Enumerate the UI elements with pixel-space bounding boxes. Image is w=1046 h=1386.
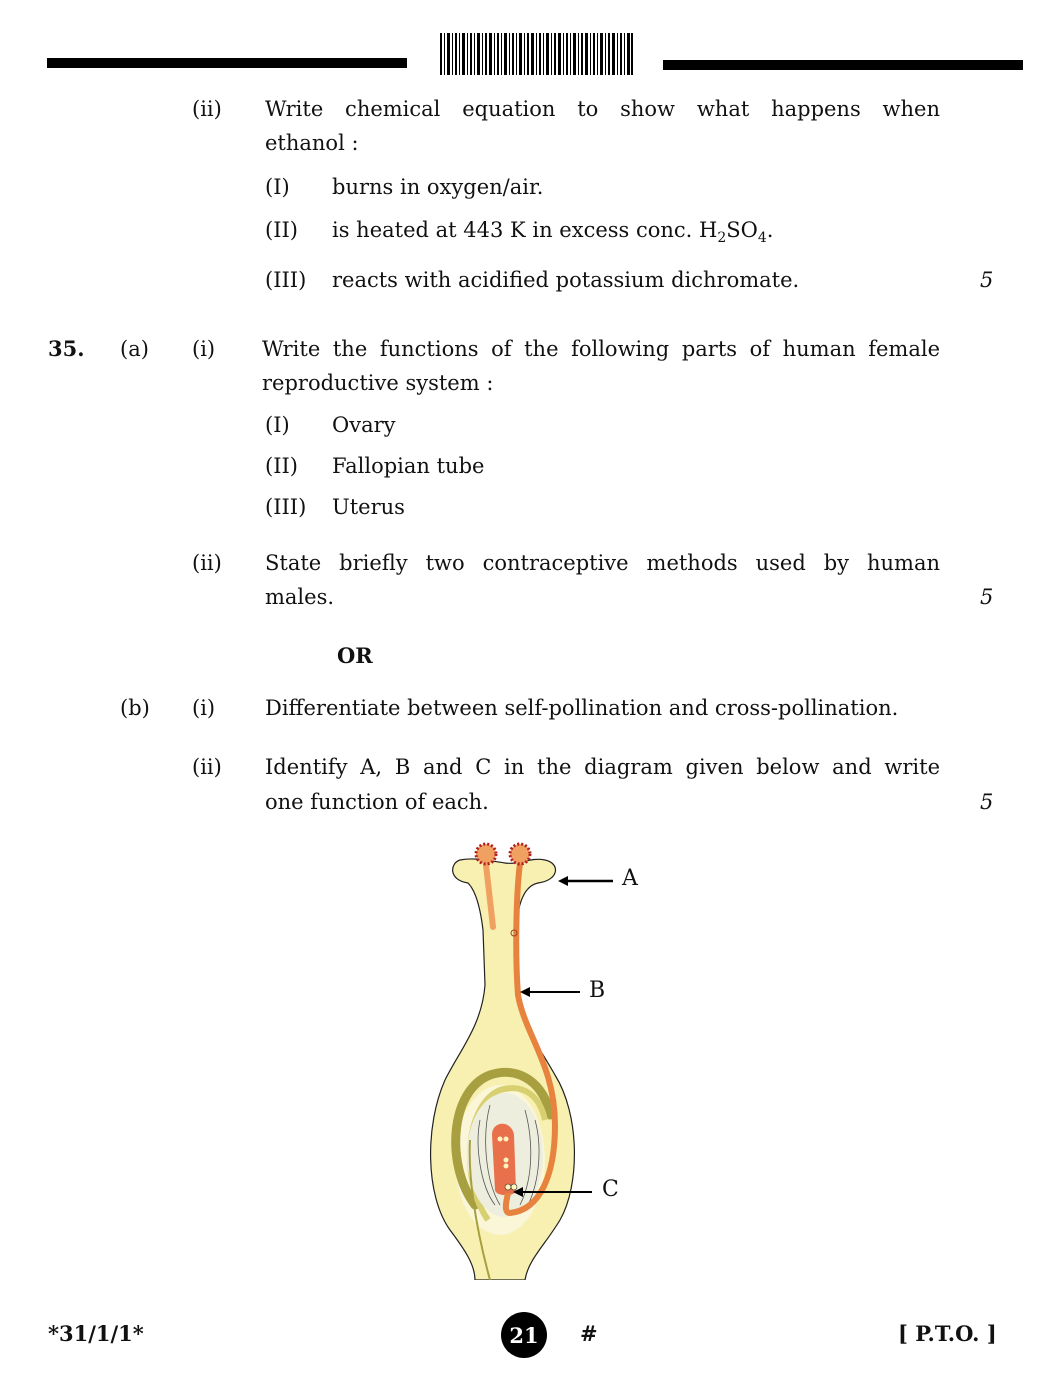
q34-item-text	[332, 213, 773, 247]
pto-label: [ P.T.O. ]	[898, 1321, 997, 1346]
q35a-i-text-line1: Write the functions of the following parts of human female	[262, 337, 940, 361]
paper-code: *31/1/1*	[48, 1321, 144, 1346]
pistil-diagram	[420, 835, 660, 1280]
q35a-i-text-line2: reproductive system :	[262, 371, 494, 395]
diagram-label-b: B	[589, 978, 606, 1003]
subpart-label: (ii)	[192, 551, 222, 575]
item-label: (II)	[265, 454, 298, 478]
marks: 5	[980, 790, 994, 814]
q35b-ii-text-line2: one function of each.	[265, 790, 489, 814]
q34-item-text-pre: is heated at 443 K in excess conc. H	[332, 218, 718, 242]
item-label: (III)	[265, 495, 307, 519]
q35b-i-text: Differentiate between self-pollination and cross-pollination.	[265, 696, 899, 720]
item-text: Ovary	[332, 413, 396, 437]
item-label: (I)	[265, 413, 290, 437]
q35a-ii-text-line2: males.	[265, 585, 335, 609]
q34-item-text-mid: SO	[726, 218, 758, 242]
subpart-label: (ii)	[192, 755, 222, 779]
subpart-label: (i)	[192, 696, 216, 720]
page-number	[501, 1312, 547, 1358]
marks: 5	[980, 268, 994, 292]
subscript: 2	[717, 230, 727, 246]
header-left-rule	[47, 58, 407, 68]
barcode-icon	[440, 33, 633, 75]
subscript: 4	[757, 230, 767, 246]
marks: 5	[980, 585, 994, 609]
q34-ii-number: (ii)	[192, 97, 222, 121]
hash-mark: #	[580, 1321, 598, 1346]
q34-ii-text-line1: Write chemical equation to show what happens when	[265, 97, 940, 121]
q35a-ii-text-line1: State briefly two contraceptive methods used by human	[265, 551, 940, 575]
item-text: Fallopian tube	[332, 454, 485, 478]
q34-item-label: (I)	[265, 175, 290, 199]
q34-item-label: (II)	[265, 218, 298, 242]
or-label: OR	[337, 643, 373, 668]
q34-item-text-post: .	[766, 218, 774, 242]
q35b-ii-text-line1: Identify A, B and C in the diagram given below and write	[265, 755, 940, 779]
item-text: Uterus	[332, 495, 405, 519]
part-label: (a)	[120, 337, 149, 361]
diagram-label-c: C	[602, 1177, 619, 1202]
q34-item-text: burns in oxygen/air.	[332, 175, 544, 199]
header-right-rule	[663, 60, 1023, 70]
q34-item-label: (III)	[265, 268, 307, 292]
part-label: (b)	[120, 696, 150, 720]
diagram-label-a: A	[622, 866, 638, 891]
q34-item-text: reacts with acidified potassium dichromate.	[332, 268, 800, 292]
q34-ii-text-line2: ethanol :	[265, 131, 359, 155]
page-number-text: 21	[509, 1322, 539, 1348]
subpart-label: (i)	[192, 337, 216, 361]
question-number: 35.	[48, 336, 85, 361]
